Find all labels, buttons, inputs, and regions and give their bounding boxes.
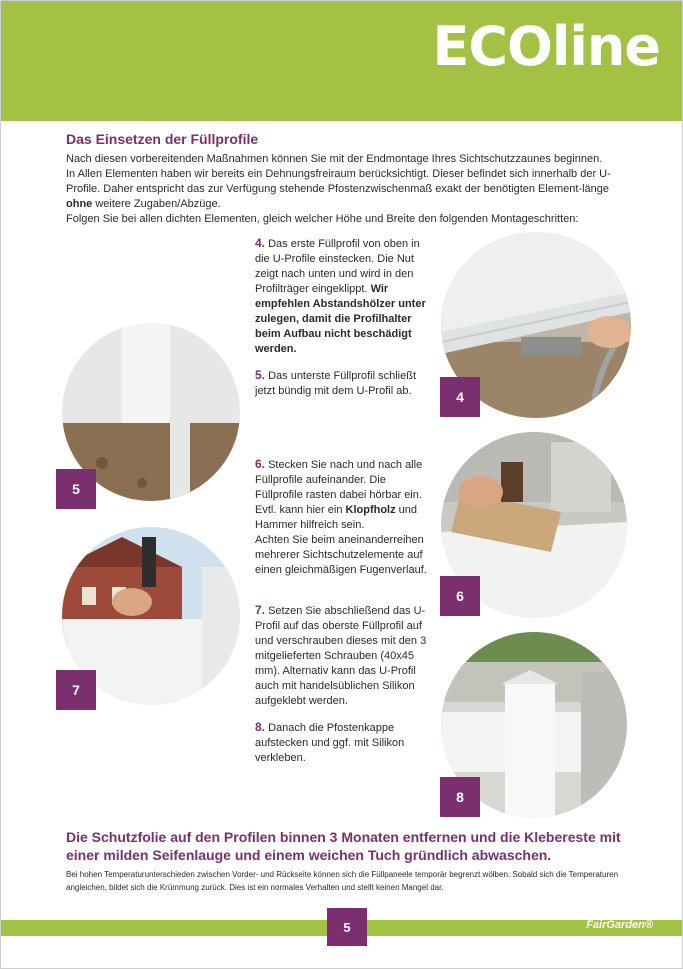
intro-line-2-end: weitere Zugaben/Abzüge. xyxy=(95,198,221,210)
intro-line-1: Nach diesen vorbereitenden Maßnahmen können Sie mit der Endmontage Ihres Sichtschutzzaunes beginnen. xyxy=(66,153,603,165)
step-7 xyxy=(255,603,435,709)
step-6-text-b: und Hammer hilfreich sein. xyxy=(255,504,418,531)
step-8-number: 8. xyxy=(255,720,266,734)
intro-line-2-bold: ohne xyxy=(66,198,93,210)
intro-line-2-text: In Allen Elementen haben wir bereits ein Dehnungsfreiraum berücksichtigt. Dieser befindet sich innerhalb der U-Profile. Daher entspricht das zur Verfügung stehende Pfostenzwischenmaß exakt der benötigten Element-länge xyxy=(66,168,611,195)
step-4 xyxy=(255,236,435,357)
intro-line-3: Folgen Sie bei allen dichten Elementen, gleich welcher Höhe und Breite den folgenden Montageschritten: xyxy=(66,213,579,225)
intro-text xyxy=(66,152,626,227)
badge-step-6: 6 xyxy=(440,576,480,616)
step-4-text: Das erste Füllprofil von oben in die U-Profile einstecken. Die Nut zeigt nach unten und wird in den Profilträger eingeklippt. xyxy=(255,238,420,295)
intro-line-2 xyxy=(66,167,626,212)
bottom-heading: Die Schutzfolie auf den Profilen binnen 3 Monaten entfernen und die Klebereste mit einer milden Seifenlauge und einem weichen Tuch gründlich abwaschen. xyxy=(66,829,621,863)
step-6-text-c: Achten Sie beim aneinanderreihen mehrerer Sichtschutzelemente auf einen gleichmäßigen Fugenverlauf. xyxy=(255,534,427,576)
step-6-number: 6. xyxy=(255,457,266,471)
bottom-note: Bei hohen Temperaturunterschieden zwischen Vorder- und Rückseite können sich die Füllpaneele temporär begrenzt wölben. Sobald sich die Temperaturen angleichen, bildet sich die Krümmung zurück. Dies ist ein normales Verhalten und stellt keinen Mangel dar. xyxy=(66,870,619,892)
badge-step-8: 8 xyxy=(440,777,480,817)
step-4-number: 4. xyxy=(255,236,266,250)
step-6 xyxy=(255,457,435,578)
step-4-bold: Wir empfehlen Abstandshölzer unter zulegen, damit die Profilhalter beim Aufbau nicht beschädigt werden. xyxy=(255,283,426,355)
badge-step-7: 7 xyxy=(56,670,96,710)
step-8 xyxy=(255,720,435,766)
step-7-text: Setzen Sie abschließend das U-Profil auf das oberste Füllprofil auf und verschrauben dieses mit den 3 mitgelieferten Schrauben (40x45 mm). Alternativ kann das U-Profil auch mit handelsüblichen Silikon aufgeklebt werden. xyxy=(255,605,427,707)
step-6-text-a: Stecken Sie nach und nach alle Füllprofile aufeinander. Die Füllprofile rasten dabei hörbar ein. Evtl. kann hier ein xyxy=(255,459,423,516)
step-5-number: 5. xyxy=(255,368,266,382)
step-8-text: Danach die Pfostenkappe aufstecken und ggf. mit Silikon verkleben. xyxy=(255,722,405,764)
step-6-bold: Klopfholz xyxy=(345,504,396,516)
footer-logo: FairGarden® xyxy=(586,919,653,931)
badge-step-4: 4 xyxy=(440,377,480,417)
brand-title: ECOline xyxy=(432,15,660,78)
step-7-number: 7. xyxy=(255,603,266,617)
step-5-text: Das unterste Füllprofil schließt jetzt bündig mit dem U-Profil ab. xyxy=(255,370,417,397)
badge-step-5: 5 xyxy=(56,469,96,509)
page-number: 5 xyxy=(327,908,367,946)
step-5 xyxy=(255,368,435,399)
section-title: Das Einsetzen der Füllprofile xyxy=(66,131,259,147)
header-band xyxy=(1,1,682,121)
